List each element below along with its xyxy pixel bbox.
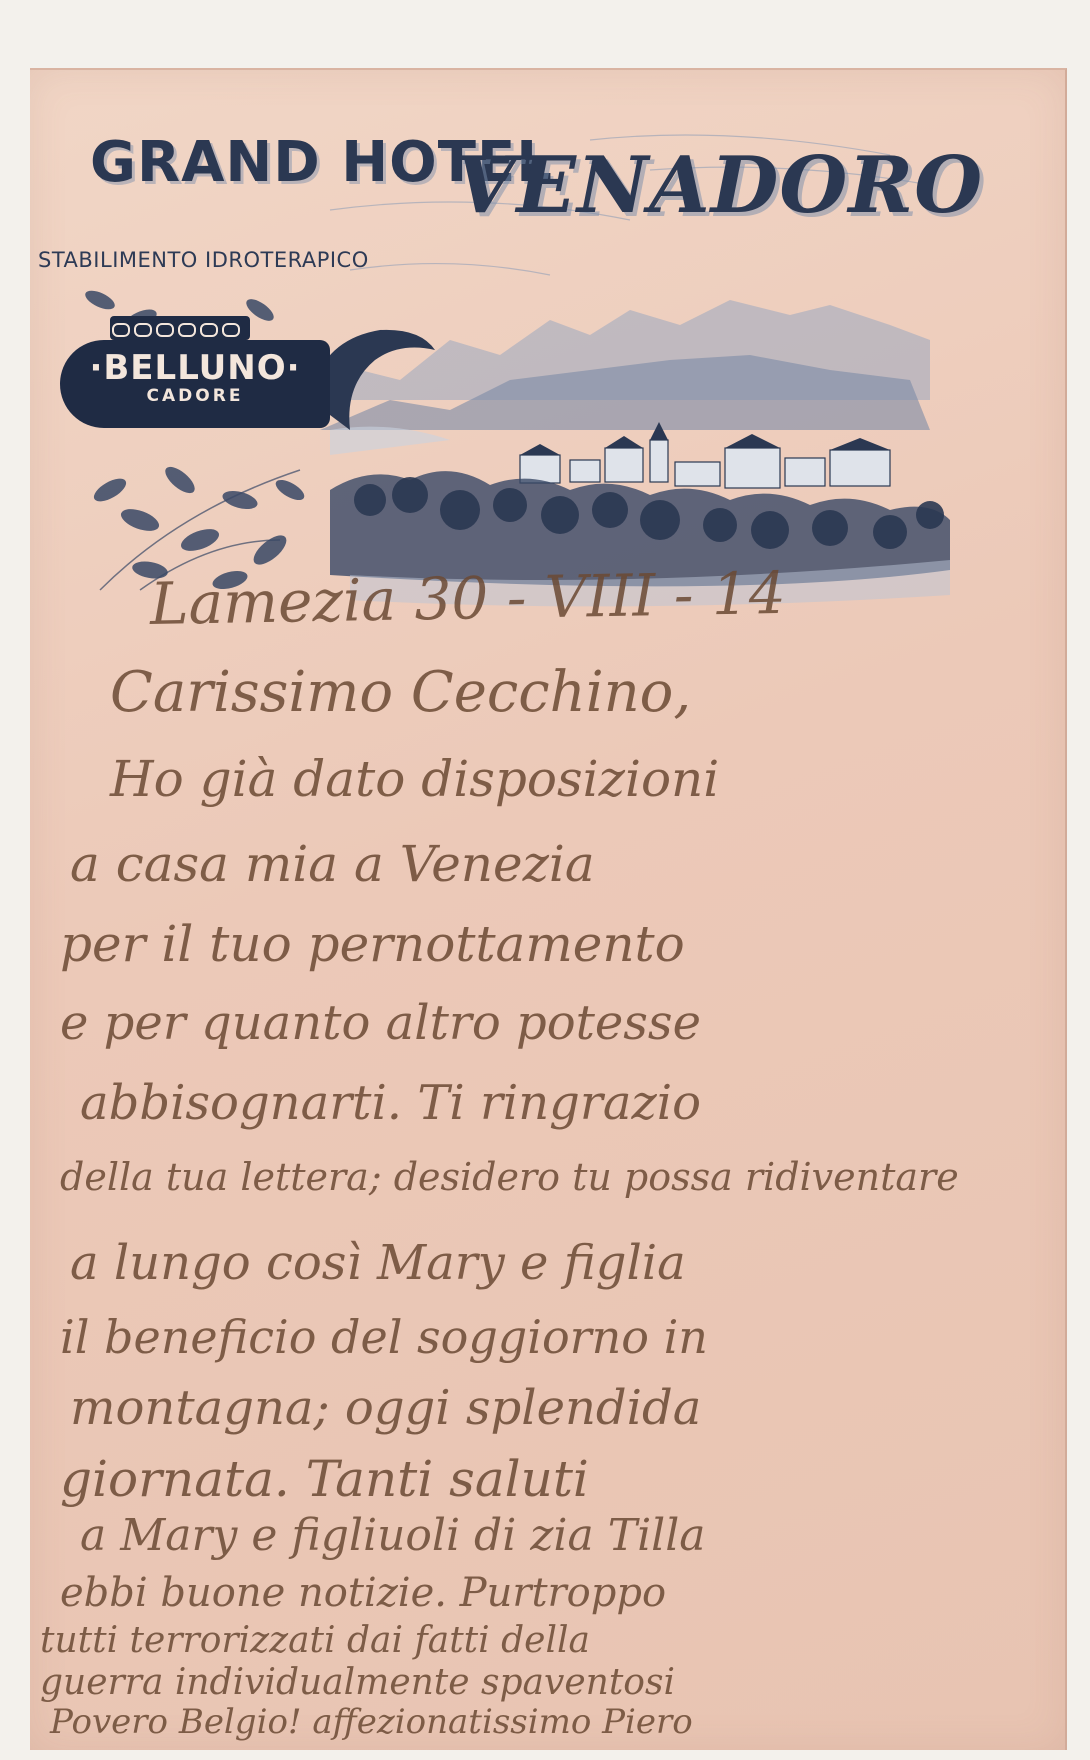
letter-line: montagna; oggi splendida bbox=[70, 1380, 702, 1436]
letter-line: abbisognarti. Ti ringrazio bbox=[80, 1075, 701, 1131]
letter-signoff: Povero Belgio! affezionatissimo Piero bbox=[50, 1702, 693, 1742]
letter-line: tutti terrorizzati dai fatti della bbox=[40, 1620, 590, 1661]
badge-region: CADORE bbox=[146, 386, 244, 406]
badge-city: ·BELLUNO· bbox=[89, 348, 301, 388]
letter-date: Lamezia 30 - VIII - 14 bbox=[149, 558, 787, 638]
letter-line: giornata. Tanti saluti bbox=[60, 1450, 589, 1508]
letter-line: della tua lettera; desidero tu possa ridiventare bbox=[60, 1155, 959, 1199]
letter-line: ebbi buone notizie. Purtroppo bbox=[60, 1570, 667, 1616]
letter-line: a Mary e figliuoli di zia Tilla bbox=[80, 1510, 706, 1561]
letter-line: a casa mia a Venezia bbox=[70, 835, 595, 893]
letter-line: per il tuo pernottamento bbox=[60, 915, 685, 973]
postcard bbox=[30, 68, 1067, 1750]
hotel-title-prefix: GRAND HOTEL bbox=[90, 130, 553, 195]
hotel-name: VENADORO bbox=[455, 140, 984, 231]
letter-line: il beneficio del soggiorno in bbox=[60, 1310, 708, 1364]
hotel-subtitle: STABILIMENTO IDROTERAPICO bbox=[38, 248, 369, 272]
letter-line: a lungo così Mary e figlia bbox=[70, 1235, 686, 1291]
handwritten-letter bbox=[30, 70, 1065, 1750]
letter-greeting: Carissimo Cecchino, bbox=[110, 660, 692, 725]
letter-line: e per quanto altro potesse bbox=[60, 995, 701, 1051]
letter-line: Ho già dato disposizioni bbox=[110, 750, 720, 808]
letter-line: guerra individualmente spaventosi bbox=[40, 1662, 675, 1703]
